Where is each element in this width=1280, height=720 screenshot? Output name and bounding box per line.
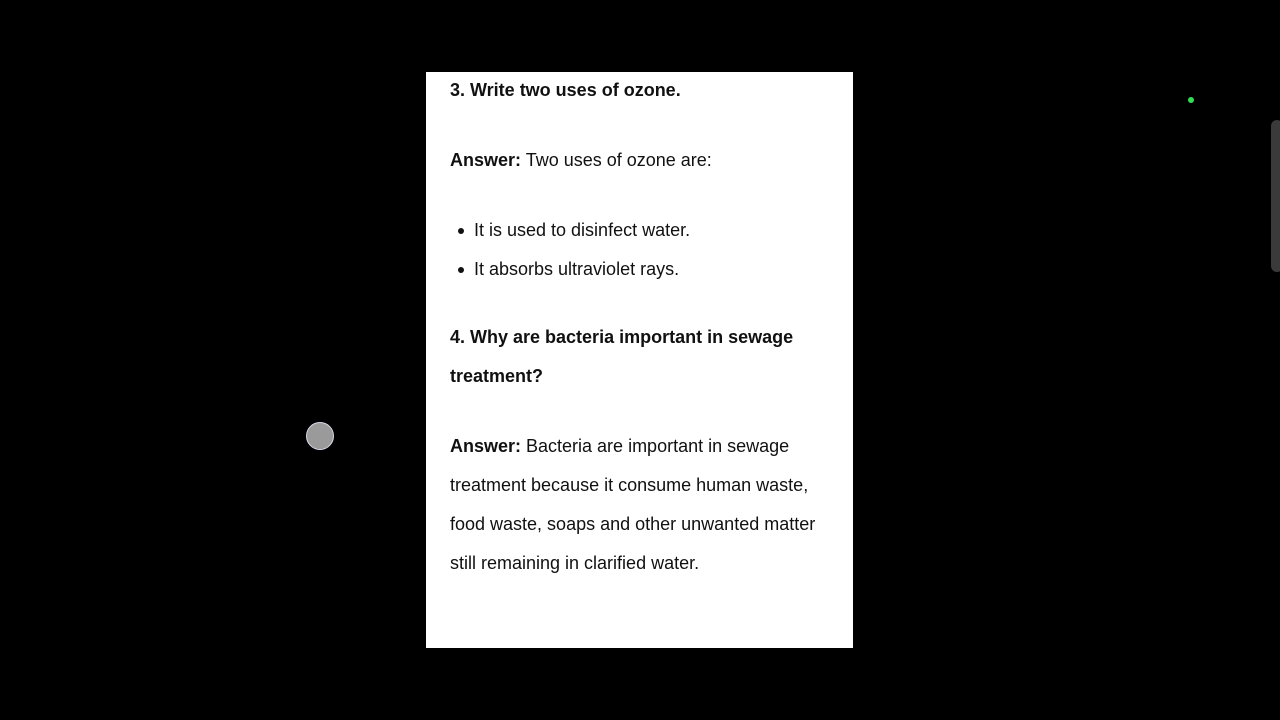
list-item-text: It absorbs ultraviolet rays. (474, 259, 680, 279)
bullet-icon (458, 267, 464, 273)
answer-4 (450, 427, 829, 583)
list-item (450, 250, 829, 289)
answer-3-text: Two uses of ozone are: (521, 150, 712, 170)
recording-indicator-icon (1188, 97, 1194, 103)
document-page (426, 72, 853, 648)
answer-4-text: Bacteria are important in sewage treatment because it consume human waste, food waste, soaps and other unwanted matter still remaining in clarified water. (450, 436, 816, 573)
touch-pointer-icon (306, 422, 334, 450)
edge-panel-handle[interactable] (1271, 120, 1280, 272)
list-item-text: It is used to disinfect water. (474, 220, 691, 240)
list-item (450, 211, 829, 250)
question-4: 4. Why are bacteria important in sewage treatment? (450, 327, 794, 386)
question-3: 3. Write two uses of ozone. (450, 80, 681, 100)
answer-3-list (450, 211, 829, 289)
answer-3-label: Answer: (450, 150, 522, 170)
answer-3 (450, 141, 829, 180)
bullet-icon (458, 228, 464, 234)
answer-4-label: Answer: (450, 436, 522, 456)
